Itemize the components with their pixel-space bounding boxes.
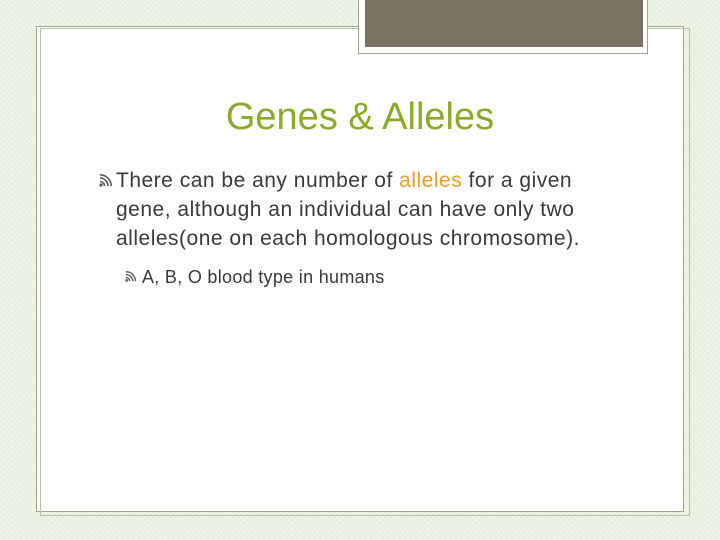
slide-title: Genes & Alleles (225, 96, 495, 138)
bullet-text-before: There can be any number of (116, 169, 400, 192)
wifi-signal-bullet-icon (98, 174, 114, 188)
top-decorative-tab-fill (365, 0, 643, 47)
bullet-text-after: for a given gene, although an individual can have only two alleles(one on each homologous chromosome). (116, 169, 580, 250)
bullet-item-level-2 (124, 265, 618, 289)
bullet-item-level-1 (98, 166, 618, 253)
wifi-signal-bullet-icon (124, 271, 138, 283)
bullet-list (98, 166, 618, 289)
bullet-text: A, B, O blood type in humans (142, 267, 385, 287)
highlight-alleles: alleles (399, 169, 463, 192)
